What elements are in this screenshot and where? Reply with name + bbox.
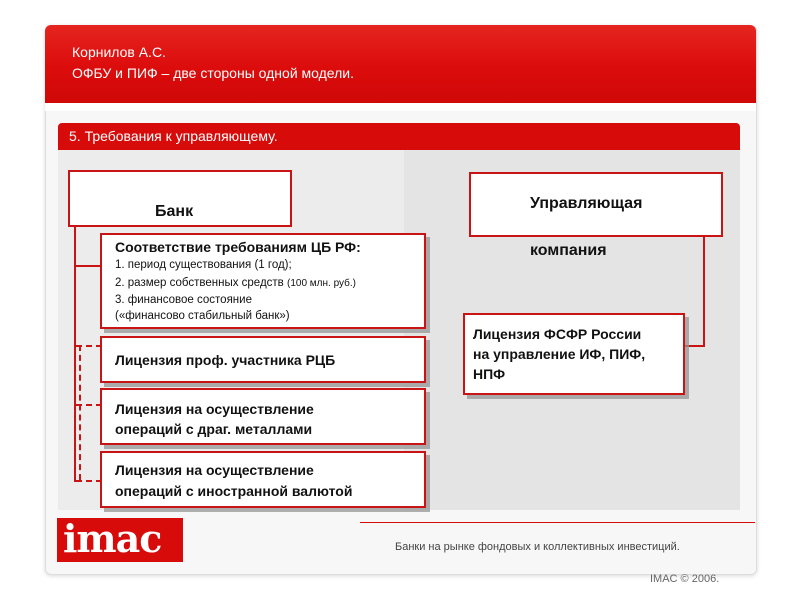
license-metals-line-1: Лицензия на осуществление — [115, 401, 314, 417]
license-fx-box — [100, 451, 426, 508]
license-fsfr-box — [463, 313, 685, 395]
requirement-item-2 — [115, 277, 356, 289]
requirement-item-4: («финансово стабильный банк») — [115, 310, 290, 322]
bank-connector-h4 — [76, 480, 102, 482]
bank-box — [68, 170, 292, 227]
company-label-line-2: компания — [530, 242, 607, 259]
company-connector-vertical — [703, 236, 705, 346]
license-metals-line-2: операций с драг. металлами — [115, 421, 313, 437]
license-fsfr-line-1: Лицензия ФСФР России — [473, 326, 642, 342]
bank-requirements-box — [100, 233, 426, 329]
license-rcb-label: Лицензия проф. участника РЦБ — [115, 352, 336, 368]
bank-label: Банк — [155, 203, 194, 220]
company-connector-horizontal — [684, 345, 705, 347]
company-box — [469, 172, 723, 237]
author-name: Корнилов А.С. — [72, 44, 166, 60]
requirements-title: Соответствие требованиям ЦБ РФ: — [115, 239, 361, 255]
license-metals-box — [100, 388, 426, 445]
bank-connector-dashed — [79, 345, 81, 480]
license-fsfr-line-2: на управление ИФ, ПИФ, — [473, 346, 646, 362]
requirement-item-1: 1. период существования (1 год); — [115, 259, 292, 271]
requirement-item-2-text: 2. размер собственных средств — [115, 277, 287, 289]
section-bar — [58, 123, 740, 150]
license-fx-line-2: операций с иностранной валютой — [115, 483, 353, 499]
company-label-line-1: Управляющая — [530, 195, 643, 212]
section-title: 5. Требования к управляющему. — [69, 128, 278, 144]
header-divider — [45, 103, 756, 111]
bank-connector-h1 — [74, 265, 102, 267]
footer-divider — [360, 522, 755, 523]
requirement-item-3: 3. финансовое состояние — [115, 294, 252, 306]
slide-header — [45, 25, 756, 103]
imac-logo — [57, 518, 183, 562]
license-fx-line-1: Лицензия на осуществление — [115, 462, 314, 478]
license-rcb-box — [100, 336, 426, 383]
footer-caption: Банки на рынке фондовых и коллективных инвестиций. — [395, 541, 680, 553]
license-fsfr-line-3: НПФ — [473, 366, 506, 382]
requirement-item-2-amount: (100 млн. руб.) — [286, 278, 356, 289]
imac-logo-text: imac — [63, 516, 162, 561]
slide-title: ОФБУ и ПИФ – две стороны одной модели. — [72, 65, 354, 81]
copyright: IMAC © 2006. — [650, 573, 720, 585]
